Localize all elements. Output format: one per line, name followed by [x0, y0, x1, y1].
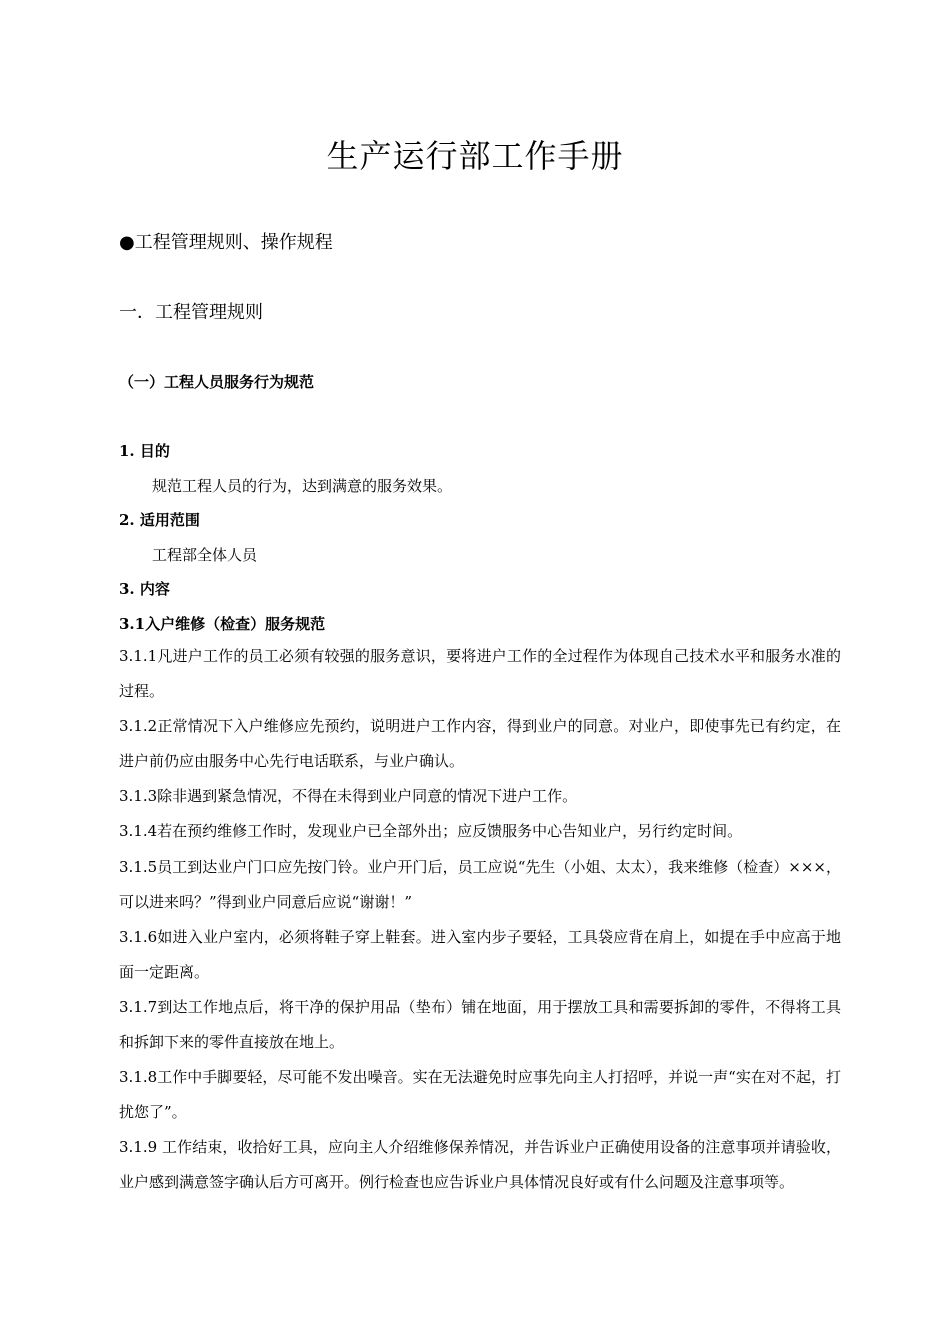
document-title: 生产运行部工作手册 [326, 137, 624, 175]
rule-paragraph: 3.1.7到达工作地点后，将干净的保护用品（垫布）铺在地面，用于摆放工具和需要拆卸的零件，不得将工具和拆卸下来的零件直接放在地上。 [119, 998, 841, 1051]
rule-paragraph: 3.1.9 工作结束，收拾好工具，应向主人介绍维修保养情况，并告诉业户正确使用设备的注意事项并请验收，业户感到满意签字确认后方可离开。例行检查也应告诉业户具体情况良好或有什么问题及注意事项等。 [119, 1138, 841, 1191]
rule-paragraph: 3.1.8工作中手脚要轻，尽可能不发出噪音。实在无法避免时应事先向主人打招呼，并说一声“实在对不起，打扰您了”。 [119, 1068, 841, 1121]
rule-paragraph: 3.1.1凡进户工作的员工必须有较强的服务意识，要将进户工作的全过程作为体现自己技术水平和服务水准的过程。 [119, 647, 841, 700]
purpose-text: 规范工程人员的行为，达到满意的服务效果。 [152, 477, 453, 495]
chapter-heading: 一．工程管理规则 [119, 302, 263, 323]
rule-paragraph: 3.1.5员工到达业户门口应先按门铃。业户开门后，员工应说“先生（小姐、太太），我来维修（检查）×××，可以进来吗？”得到业户同意后应说“谢谢！” [119, 858, 841, 911]
rule-paragraph: 3.1.6如进入业户室内，必须将鞋子穿上鞋套。进入室内步子要轻，工具袋应背在肩上，如提在手中应高于地面一定距离。 [119, 928, 841, 981]
content-heading: 3. 内容 [119, 580, 170, 598]
sub-heading: （一）工程人员服务行为规范 [119, 373, 315, 391]
scope-text: 工程部全体人员 [152, 546, 258, 564]
rule-paragraph: 3.1.2正常情况下入户维修应先预约，说明进户工作内容，得到业户的同意。对业户，即使事先已有约定，在进户前仍应由服务中心先行电话联系，与业户确认。 [119, 717, 841, 770]
rule-paragraph: 3.1.3除非遇到紧急情况，不得在未得到业户同意的情况下进户工作。 [119, 787, 578, 805]
scope-heading: 2. 适用范围 [119, 511, 200, 529]
purpose-heading: 1. 目的 [119, 442, 170, 460]
section-bullet-heading: ●工程管理规则、操作规程 [119, 232, 333, 253]
rule-paragraph: 3.1.4若在预约维修工作时，发现业户已全部外出；应反馈服务中心告知业户，另行约定时间。 [119, 822, 743, 840]
sub-content-heading: 3.1入户维修（检查）服务规范 [119, 615, 326, 633]
